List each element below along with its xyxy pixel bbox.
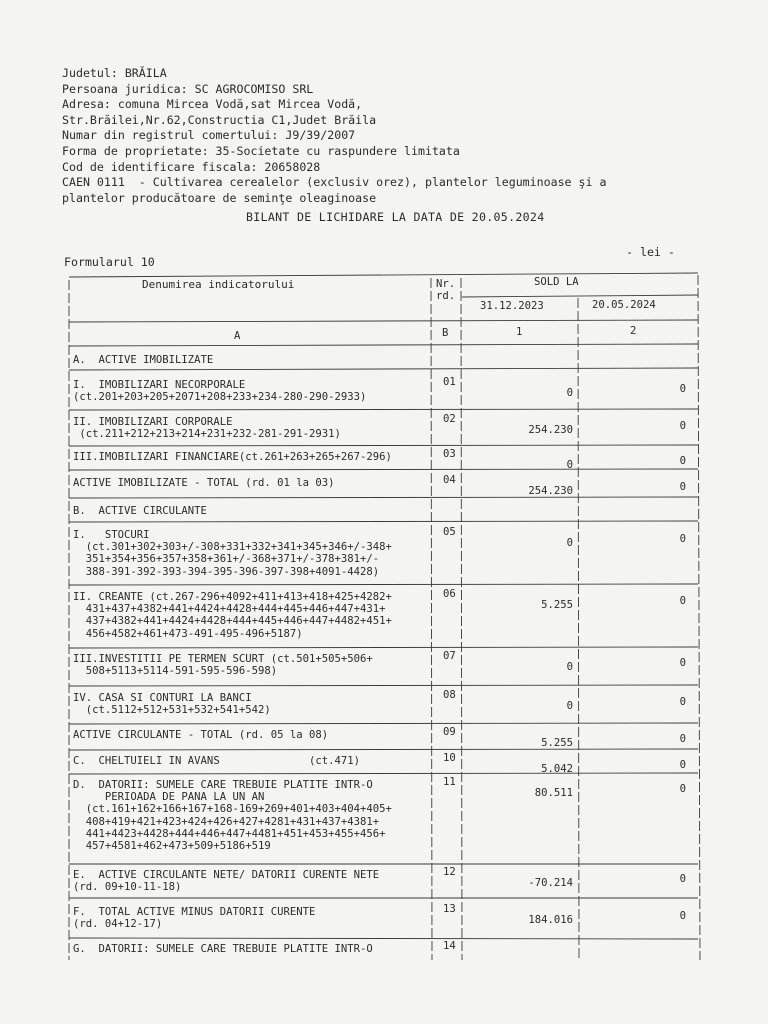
row-7-number: 06 xyxy=(443,588,456,600)
header-line-caen-cont: plantelor producătoare de seminţe oleaginoase xyxy=(62,190,377,205)
row-6-label-line-0: I. STOCURI xyxy=(73,529,150,541)
row-10-value-2024: 0 xyxy=(679,733,686,745)
column-code-1: 1 xyxy=(516,326,523,338)
row-9-value-2024: 0 xyxy=(679,696,686,708)
document-title: BILANT DE LICHIDARE LA DATA DE 20.05.2024 xyxy=(246,210,545,224)
column-header-nr: Nr. xyxy=(436,278,456,290)
row-1-value-2023: 0 xyxy=(566,387,573,399)
row-12-label-line-2: (ct.161+162+166+167+168-169+269+401+403+404+405+ xyxy=(73,803,392,816)
row-4-label-line-0: ACTIVE IMOBILIZATE - TOTAL (rd. 01 la 03) xyxy=(73,477,335,489)
column-header-denumire: Denumirea indicatorului xyxy=(142,278,295,291)
row-6-value-2024: 0 xyxy=(679,533,686,545)
row-6-number: 05 xyxy=(443,526,456,538)
row-14-number: 13 xyxy=(443,903,456,915)
row-10-number: 09 xyxy=(443,726,456,738)
row-7-label-line-3: 456+4582+461+473-491-495-496+5187) xyxy=(73,627,303,640)
row-6-label-line-2: 351+354+356+357+358+361+/-368+371+/-378+381+/- xyxy=(73,553,380,566)
header-line-fiscal-code: Cod de identificare fiscala: 20658028 xyxy=(62,159,321,174)
row-9-value-2023: 0 xyxy=(566,700,573,712)
row-12-value-2024: 0 xyxy=(679,783,686,795)
header-line-county: Judetul: BRĂILA xyxy=(62,66,167,80)
row-11-value-2024: 0 xyxy=(679,759,686,771)
row-4-number: 04 xyxy=(443,474,456,486)
row-2-value-2024: 0 xyxy=(679,420,686,432)
row-9-label-line-1: (ct.5112+512+531+532+541+542) xyxy=(73,704,271,717)
row-1-label-line-1: (ct.201+203+205+2071+208+233+234-280-290-2933) xyxy=(73,391,367,404)
row-7-label-line-1: 431+437+4382+441+4424+4428+444+445+446+447+431+ xyxy=(73,603,386,616)
row-11-value-2023: 5.042 xyxy=(541,763,573,775)
row-14-value-2023: 184.016 xyxy=(528,914,573,926)
row-15-number: 14 xyxy=(443,940,456,952)
row-7-value-2024: 0 xyxy=(679,595,686,607)
row-2-value-2023: 254.230 xyxy=(528,424,573,436)
row-8-value-2024: 0 xyxy=(679,657,686,669)
header-line-caen: CAEN 0111 - Cultivarea cerealelor (exclusiv orez), plantelor leguminoase şi a xyxy=(62,175,607,190)
row-6-label-line-1: (ct.301+302+303+/-308+331+332+341+345+346+/-348+ xyxy=(73,541,392,554)
row-6-label-line-3: 388-391-392-393-394-395-396-397-398+4091-4428) xyxy=(73,565,380,578)
row-13-label-line-1: (rd. 09+10-11-18) xyxy=(73,881,182,894)
row-11-number: 10 xyxy=(443,752,456,764)
column-header-date-1: 31.12.2023 xyxy=(480,300,544,312)
row-4-value-2023: 254.230 xyxy=(528,485,573,497)
row-6-value-2023: 0 xyxy=(566,537,573,549)
column-header-rd: rd. xyxy=(436,290,456,302)
row-13-number: 12 xyxy=(443,866,456,878)
row-12-number: 11 xyxy=(443,776,456,788)
row-8-label-line-0: III.INVESTITII PE TERMEN SCURT (ct.501+505+506+ xyxy=(73,653,373,665)
row-2-number: 02 xyxy=(443,413,456,425)
row-8-label-line-1: 508+5113+5114-591-595-596-598) xyxy=(73,665,278,678)
row-12-value-2023: 80.511 xyxy=(534,787,573,799)
column-header-date-2: 20.05.2024 xyxy=(592,299,656,311)
currency-label: - lei - xyxy=(626,245,675,259)
column-code-2: 2 xyxy=(630,325,637,337)
row-13-value-2024: 0 xyxy=(679,873,686,885)
row-9-number: 08 xyxy=(443,689,456,701)
column-header-sold: SOLD LA xyxy=(534,276,579,288)
row-2-label-line-0: II. IMOBILIZARI CORPORALE xyxy=(73,416,233,428)
row-12-label-line-1: PERIOADA DE PANA LA UN AN xyxy=(73,791,265,804)
row-8-value-2023: 0 xyxy=(566,661,573,673)
row-3-number: 03 xyxy=(443,448,456,460)
row-3-value-2024: 0 xyxy=(679,455,686,467)
row-3-label-line-0: III.IMOBILIZARI FINANCIARE(ct.261+263+265+267-296) xyxy=(73,451,392,463)
row-7-label-line-0: II. CREANTE (ct.267-296+4092+411+413+418+425+4282+ xyxy=(73,591,392,603)
form-label: Formularul 10 xyxy=(64,255,155,269)
row-12-label-line-5: 457+4581+462+473+509+5186+519 xyxy=(73,840,271,852)
row-10-value-2023: 5.255 xyxy=(541,737,573,749)
row-11-label-line-0: C. CHELTUIELI IN AVANS (ct.471) xyxy=(73,755,361,767)
row-4-value-2024: 0 xyxy=(679,481,686,493)
row-12-label-line-0: D. DATORII: SUMELE CARE TREBUIE PLATITE INTR-O xyxy=(73,779,373,791)
header-line-ownership: Forma de proprietate: 35-Societate cu raspundere limitata xyxy=(62,143,460,158)
row-2-label-line-1: (ct.211+212+213+214+231+232-281-291-2931) xyxy=(73,428,341,441)
row-1-number: 01 xyxy=(443,376,456,388)
header-line-street: Str.Brăilei,Nr.62,Constructia C1,Judet Brăila xyxy=(62,112,377,127)
row-0-label-line-0: A. ACTIVE IMOBILIZATE xyxy=(73,354,214,366)
row-14-label-line-1: (rd. 04+12-17) xyxy=(73,918,163,931)
row-12-label-line-4: 441+4423+4428+444+446+447+4481+451+453+455+456+ xyxy=(73,827,386,840)
row-15-label-line-0: G. DATORII: SUMELE CARE TREBUIE PLATITE INTR-O xyxy=(73,943,373,955)
row-10-label-line-0: ACTIVE CIRCULANTE - TOTAL (rd. 05 la 08) xyxy=(73,729,329,741)
header-line-company: Persoana juridica: SC AGROCOMISO SRL xyxy=(62,81,314,96)
column-code-a: A xyxy=(234,330,241,342)
row-12-label-line-3: 408+419+421+423+424+426+427+4281+431+437+4381+ xyxy=(73,815,380,828)
row-5-label-line-0: B. ACTIVE CIRCULANTE xyxy=(73,505,207,517)
row-14-label-line-0: F. TOTAL ACTIVE MINUS DATORII CURENTE xyxy=(73,906,316,918)
row-7-label-line-2: 437+4382+441+4424+4428+444+445+446+447+4482+451+ xyxy=(73,615,392,628)
row-14-value-2024: 0 xyxy=(679,910,686,922)
row-9-label-line-0: IV. CASA SI CONTURI LA BANCI xyxy=(73,692,252,704)
row-13-label-line-0: E. ACTIVE CIRCULANTE NETE/ DATORII CURENTE NETE xyxy=(73,869,380,881)
row-3-value-2023: 0 xyxy=(566,459,573,471)
column-code-b: B xyxy=(442,327,449,339)
row-8-number: 07 xyxy=(443,650,456,662)
row-13-value-2023: -70.214 xyxy=(528,877,573,889)
header-line-address: Adresa: comuna Mircea Vodă,sat Mircea Vodă, xyxy=(62,97,363,112)
row-1-label-line-0: I. IMOBILIZARI NECORPORALE xyxy=(73,379,246,391)
row-1-value-2024: 0 xyxy=(679,383,686,395)
row-7-value-2023: 5.255 xyxy=(541,599,573,611)
header-line-registry: Numar din registrul comertului: J9/39/2007 xyxy=(62,128,356,143)
